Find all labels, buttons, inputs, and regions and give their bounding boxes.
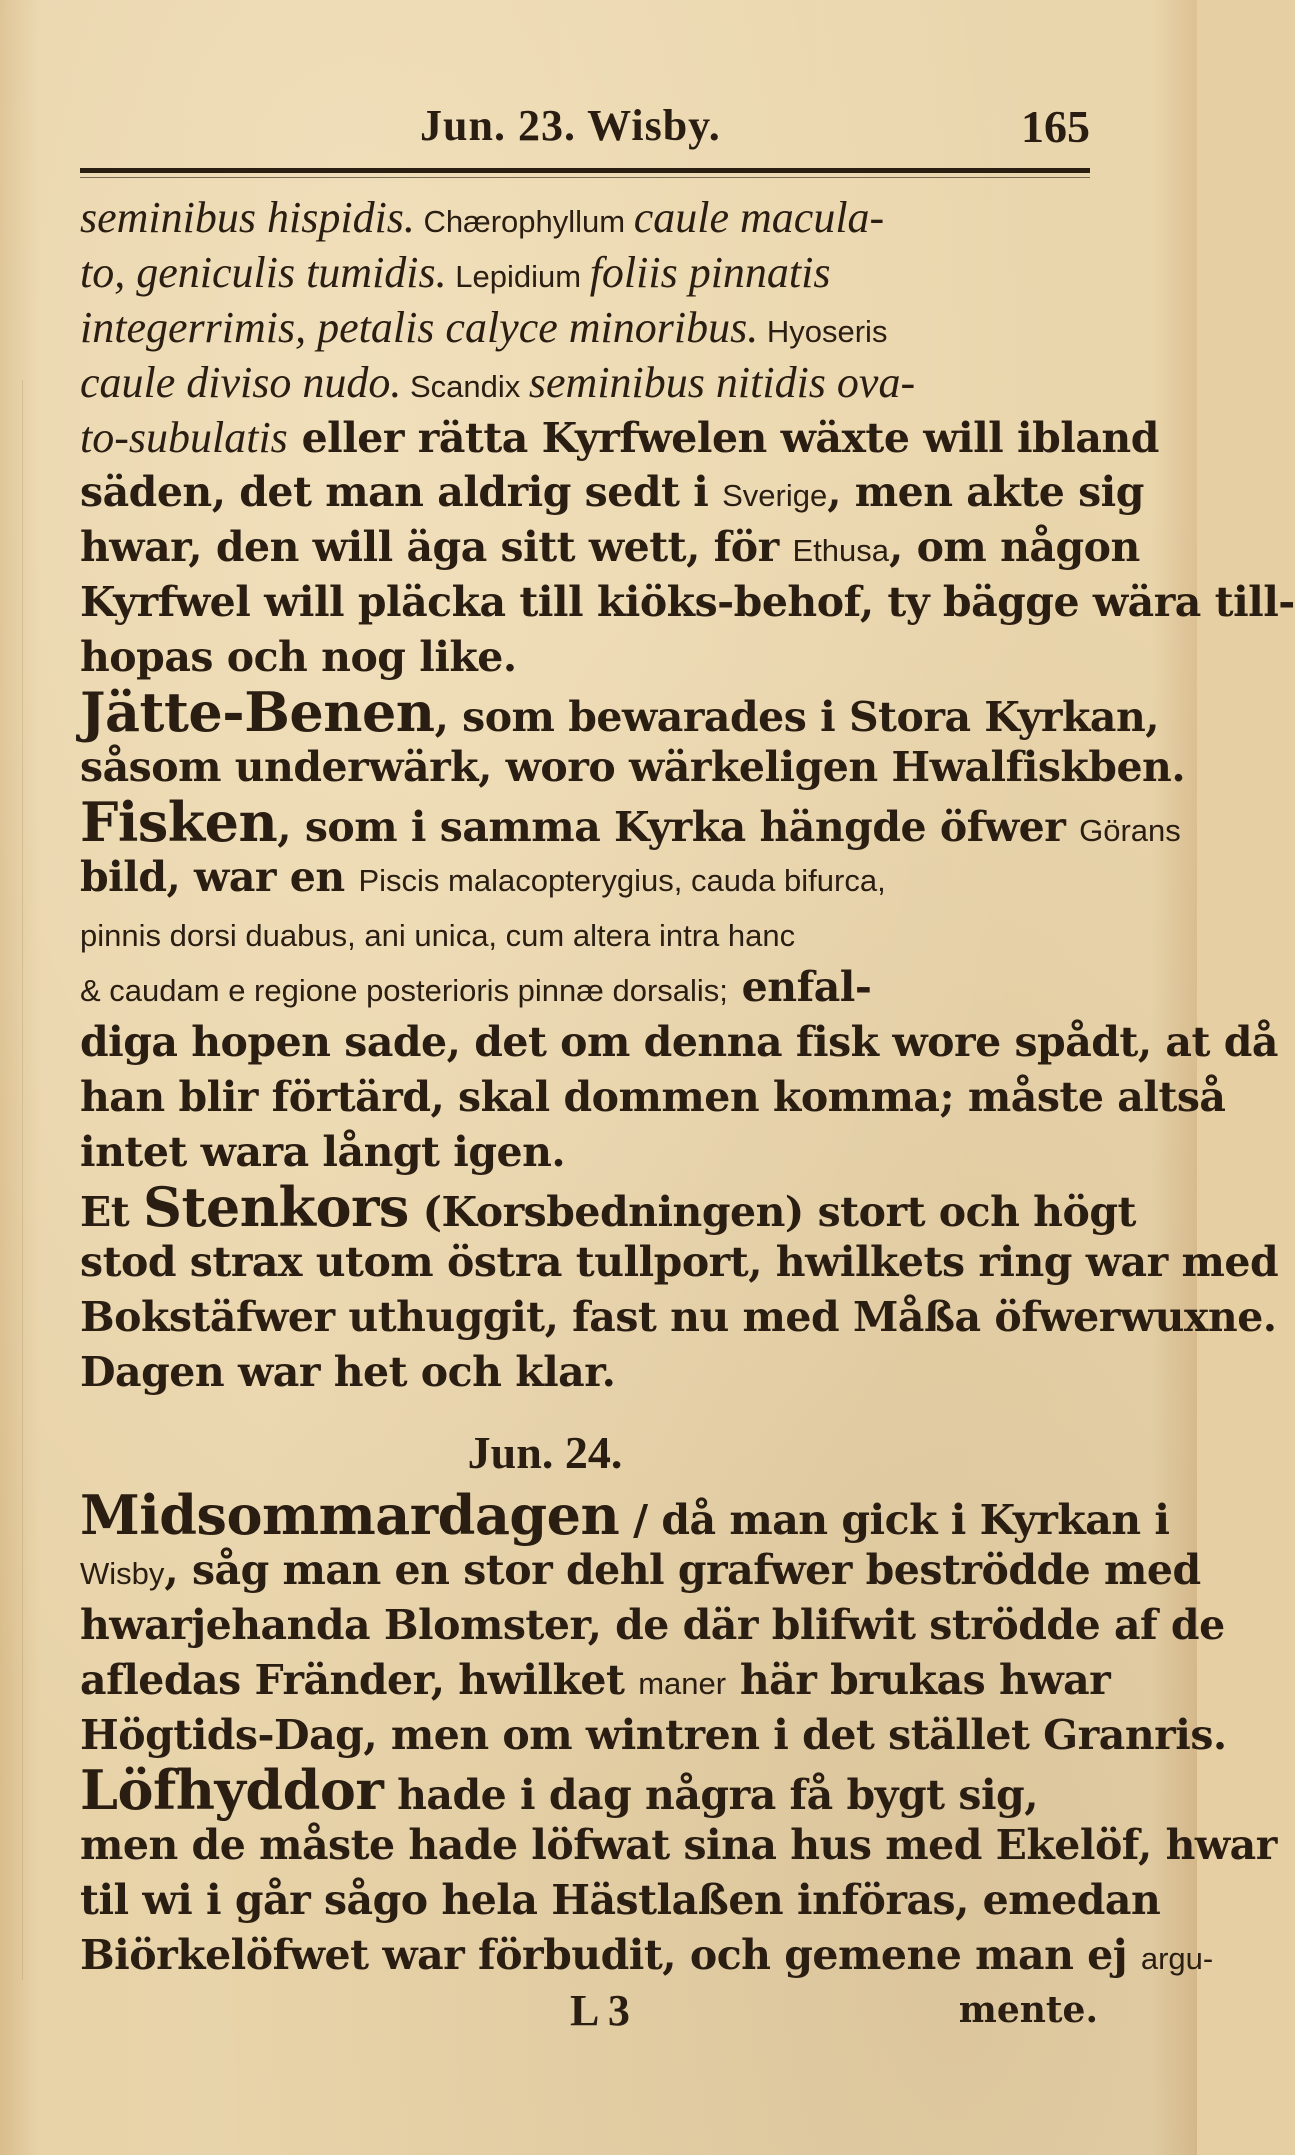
text-line (80, 1543, 1201, 1598)
text-run: Löfhyddor (80, 1758, 384, 1822)
text-line (80, 355, 1100, 410)
page-number: 165 (1021, 101, 1090, 152)
text-run: (Korsbedningen) stort och högt (408, 1188, 1136, 1236)
text-line (80, 1125, 1100, 1180)
text-run: foliis pinnatis (589, 248, 831, 297)
text-run: Wisby (80, 1556, 165, 1591)
text-line (80, 630, 1100, 685)
text-run: to, geniculis tumidis. (80, 248, 447, 297)
text-line (80, 1653, 1111, 1708)
text-line (80, 1070, 1226, 1125)
text-line (80, 1015, 1278, 1070)
text-run: , om någon (889, 523, 1140, 571)
text-line (80, 1175, 1136, 1239)
signature-mark: L 3 (570, 1986, 630, 2035)
text-run: Ethusa (792, 533, 890, 568)
text-run: caule diviso nudo. (80, 358, 402, 407)
text-run: / då man gick i Kyrkan i (619, 1496, 1170, 1544)
text-run: integerrimis, petalis calyce minoribus. (80, 303, 759, 352)
text-run: hwarjehanda Blomster, de där blifwit strödde af de (80, 1601, 1225, 1649)
text-line (80, 520, 1140, 575)
text-line (80, 740, 1186, 795)
page-header (80, 100, 1090, 160)
text-run: intet wara långt igen. (80, 1128, 566, 1176)
text-line (80, 300, 1100, 355)
text-run: Midsommardagen (80, 1483, 620, 1547)
text-line (80, 1345, 1100, 1400)
text-run: , som i samma Kyrka hängde öfwer (277, 803, 1080, 851)
text-line (80, 1708, 1227, 1763)
text-run: här brukas hwar (726, 1656, 1111, 1704)
text-line (80, 1928, 1214, 1983)
text-line (80, 1598, 1225, 1653)
catchword: mente. (958, 1989, 1098, 2031)
text-run: Fisken (80, 790, 278, 854)
text-run: hopas och nog like. (80, 633, 517, 681)
header-rule (80, 168, 1090, 173)
text-run: bild, war en (80, 853, 359, 901)
running-head: Jun. 23. Wisby. (420, 101, 721, 150)
text-line (80, 465, 1144, 520)
text-run: , såg man en stor dehl grafwer beströdde med (164, 1546, 1201, 1594)
text-run: Jätte-Benen (80, 680, 435, 744)
body-text (80, 190, 1295, 2038)
text-run: såsom underwärk, woro wärkeligen Hwalfiskben. (80, 743, 1186, 791)
text-run: Biörkelöfwet war förbudit, och gemene man ej (80, 1931, 1141, 1979)
text-run: Lepidium (446, 259, 590, 294)
text-block-jun-23 (80, 190, 1295, 1400)
text-line (80, 245, 1100, 300)
text-line (80, 1873, 1161, 1928)
text-run: to-subulatis (80, 413, 288, 462)
text-run: stod strax utom östra tullport, hwilkets ring war med (80, 1238, 1279, 1286)
text-run: afledas Fränder, hwilket (80, 1656, 639, 1704)
text-run: Högtids-Dag, men om wintren i det stället Granris. (80, 1711, 1227, 1759)
text-run: , men akte sig (827, 468, 1144, 516)
text-run: Chærophyllum (414, 204, 634, 239)
text-run: Hyoseris (758, 314, 888, 349)
text-line (80, 410, 1159, 465)
text-run: seminibus nitidis ova- (528, 358, 916, 407)
text-run: argu- (1140, 1941, 1214, 1976)
text-line (80, 680, 1160, 744)
text-run: han blir förtärd, skal dommen komma; måste altså (80, 1073, 1226, 1121)
footer-line (80, 1983, 1100, 2038)
text-run: men de måste hade löfwat sina hus med Ekelöf, hwar (80, 1821, 1277, 1869)
text-run: hwar, den will äga sitt wett, för (80, 523, 793, 571)
text-line (80, 850, 1100, 905)
text-run: & caudam e regione posterioris pinnæ dorsalis; (80, 973, 728, 1008)
text-run: Sverige (722, 478, 828, 513)
text-line (80, 575, 1295, 630)
text-line (80, 1483, 1170, 1547)
text-line (80, 1818, 1277, 1873)
text-run: enfal- (727, 963, 872, 1011)
text-run: seminibus hispidis. (80, 193, 415, 242)
header-rule-thin (80, 177, 1090, 178)
text-block-jun-24 (80, 1483, 1277, 1983)
text-run: pinnis dorsi duabus, ani unica, cum altera intra hanc (80, 918, 796, 953)
text-run: Bokstäfwer uthuggit, fast nu med Måßa öfwerwuxne. (80, 1293, 1277, 1341)
text-run: Stenkors (142, 1175, 409, 1239)
section-spacer (80, 1400, 1100, 1418)
text-line (80, 1758, 1100, 1822)
text-run: Görans (1079, 813, 1181, 848)
text-run: hade i dag några få bygt sig, (383, 1771, 1038, 1819)
text-run: til wi i går sågo hela Hästlaßen införas, emedan (80, 1876, 1161, 1924)
text-line (80, 1235, 1279, 1290)
text-run: Scandix (401, 369, 529, 404)
gutter-shadow (0, 380, 23, 1980)
text-line (80, 1290, 1277, 1345)
text-run: säden, det man aldrig sedt i (80, 468, 723, 516)
text-run: diga hopen sade, det om denna fisk wore spådt, at då (80, 1018, 1278, 1066)
text-run: , som bewarades i Stora Kyrkan, (434, 693, 1160, 741)
text-line (80, 905, 1100, 960)
text-run: Kyrfwel will pläcka till kiöks-behof, ty bägge wära till- (80, 578, 1295, 626)
text-line (80, 960, 1100, 1015)
text-line (80, 790, 1181, 854)
text-run: Dagen war het och klar. (80, 1348, 616, 1396)
date-heading: Jun. 24. (467, 1427, 623, 1478)
text-line (80, 190, 1100, 245)
text-run: caule macula- (633, 193, 885, 242)
text-run: Et (80, 1188, 143, 1236)
text-run: eller rätta Kyrfwelen wäxte will ibland (287, 414, 1159, 462)
text-run: maner (638, 1666, 727, 1701)
text-run: Piscis malacopterygius, cauda bifurca, (358, 863, 886, 898)
